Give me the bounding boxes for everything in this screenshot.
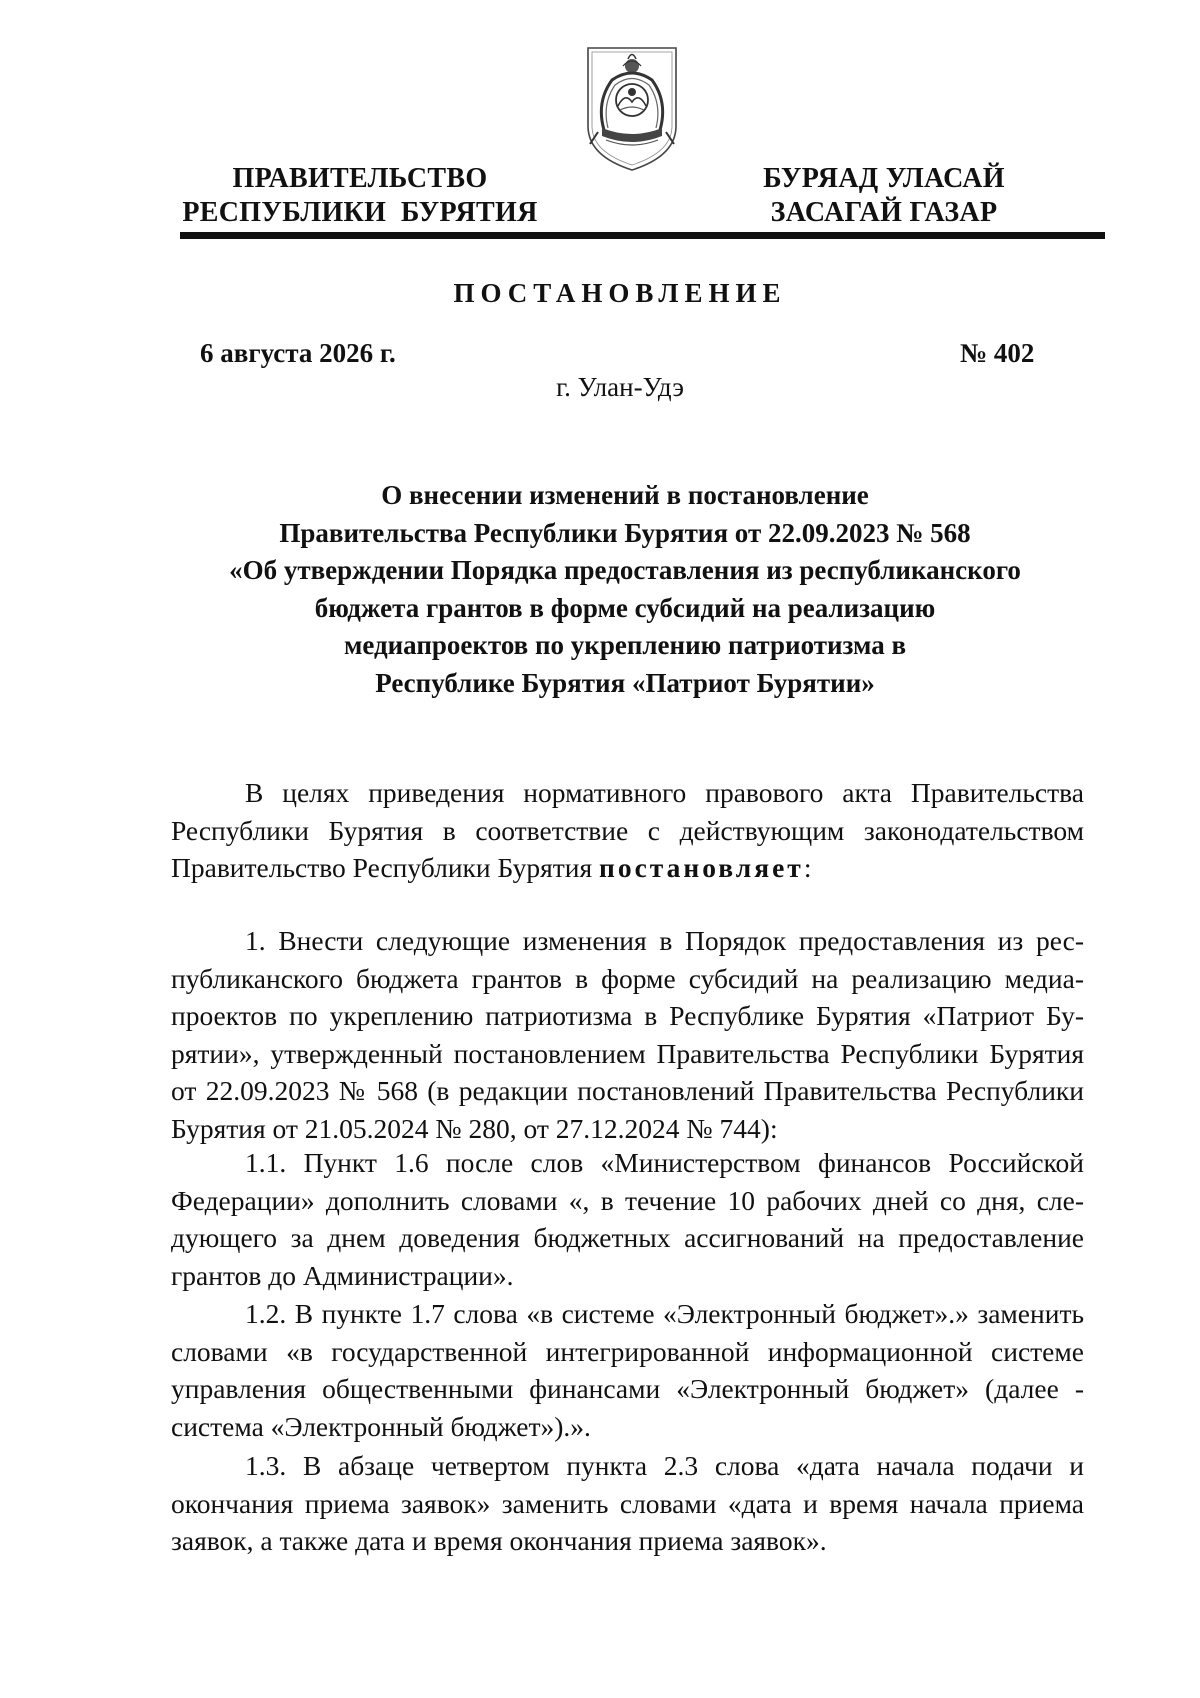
item-1-1-paragraph: 1.1. Пункт 1.6 после слов «Министерством финансов Российской Федерации» дополнить словами «, в течение 10 рабочих дней со дня, следующего за днем доведения бюджетных ассигнований на предоставление грантов до Администрации». [171, 1147, 1084, 1291]
header-right-line1: БУРЯАД УЛАСАЙ [763, 163, 1005, 194]
preamble-decree-word: постановляет [599, 852, 804, 883]
title-line-2: Правительства Республики Бурятия от 22.09.2023 № 568 [279, 517, 971, 548]
item-1-paragraph: 1. Внести следующие изменения в Порядок предоставления из республиканского бюджета грантов в форме субсидий на реализацию медиапроектов по укреплению патриотизма в Республике Бурятия «Патриот Бурятии», утвержденный постановлением Правительства Республики Бурятия от 22.09.2023 № 568 (в редакции постановлений Правительства Республики Бурятия от 21.05.2024 № 280, от 27.12.2024 № 744): [171, 925, 1084, 1144]
document-city: г. Улан-Удэ [556, 372, 684, 402]
preamble-end: : [803, 852, 812, 883]
document-number: № 402 [960, 338, 1035, 368]
title-line-1: О внесении изменений в постановление [381, 480, 869, 510]
header-left [160, 162, 560, 230]
item-1-2-paragraph: 1.2. В пункте 1.7 слова «в системе «Электронный бюджет».» заменить словами «в государственной интегрированной информационной системе управления общественными финансами «Электронный бюджет» (далее - система «Электронный бюджет»).». [171, 1298, 1084, 1442]
header-divider [180, 232, 1105, 239]
document-title [190, 477, 1060, 702]
header-left-line2: РЕСПУБЛИКИ БУРЯТИЯ [182, 197, 538, 228]
preamble-paragraph [171, 774, 1084, 887]
preamble-text: В целях приведения нормативного правового акта Правительства Республики Бурятия в соответствие с действующим законодательством Правительство Республики Бурятия [171, 777, 1084, 883]
item-1-3-paragraph: 1.3. В абзаце четвертом пункта 2.3 слова «дата начала подачи и окончания приема заявок» заменить словами «дата и время начала приема заявок, а также дата и время окончания приема заявок». [171, 1450, 1084, 1556]
header-left-line1: ПРАВИТЕЛЬСТВО [232, 163, 488, 194]
document-date: 6 августа 2026 г. [200, 338, 396, 368]
header-right [734, 162, 1034, 230]
title-line-5: медиапроектов по укреплению патриотизма в [343, 630, 907, 660]
title-line-3: «Об утверждении Порядка предоставления из республиканского [229, 555, 1021, 585]
title-line-6: Республике Бурятия «Патриот Бурятии» [375, 667, 875, 698]
title-line-4: бюджета грантов в форме субсидий на реализацию [314, 592, 936, 623]
coat-of-arms-icon [582, 44, 682, 174]
header-right-line2: ЗАСАГАЙ ГАЗАР [770, 197, 998, 228]
document-type: ПОСТАНОВЛЕНИЕ [453, 278, 787, 308]
